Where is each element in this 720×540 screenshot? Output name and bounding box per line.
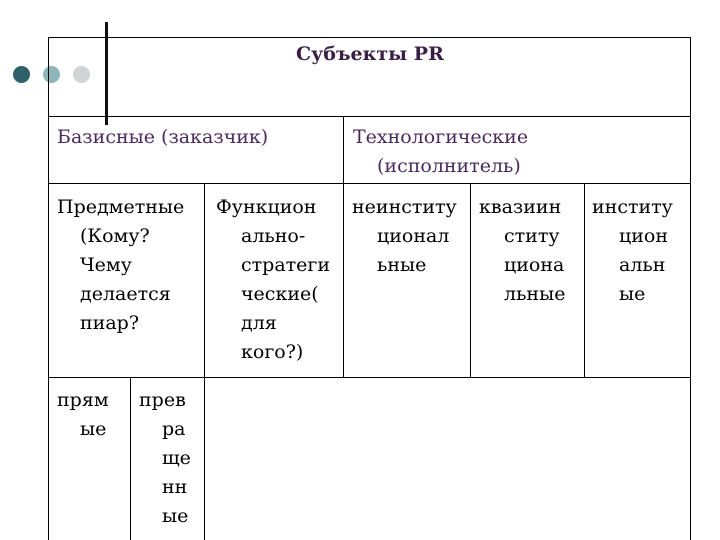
cell-subject-line1: Предметные bbox=[57, 196, 185, 218]
cell-subject-line2: (Кому? bbox=[80, 225, 150, 247]
table-rule-2 bbox=[48, 183, 691, 184]
cell-institutional-line4: ые bbox=[619, 283, 646, 305]
cell-transformed-line4: нн bbox=[162, 476, 188, 498]
table-divider-main bbox=[343, 116, 344, 378]
cell-subject-line4: делается bbox=[80, 283, 171, 305]
table-rule-1 bbox=[48, 116, 691, 117]
cell-quasi-line2: ститу bbox=[504, 225, 560, 247]
cell-subject-line3: Чему bbox=[80, 254, 132, 276]
cell-transformed-line2: ра bbox=[162, 418, 186, 440]
cell-functional-line4: ческие( bbox=[241, 283, 319, 305]
slide-title: Субъекты PR bbox=[296, 43, 444, 65]
decor-dot-light bbox=[73, 66, 90, 83]
cell-functional-line5: для bbox=[241, 312, 277, 334]
table-divider-col5 bbox=[584, 183, 585, 378]
cell-technological-line2: (исполнитель) bbox=[377, 155, 521, 177]
cell-functional-line1: Функцион bbox=[216, 196, 317, 218]
table-divider-col4 bbox=[470, 183, 471, 378]
cell-functional-line3: стратеги bbox=[241, 254, 331, 276]
cell-transformed-line1: прев bbox=[139, 389, 186, 411]
table-divider-row3-b bbox=[204, 377, 205, 540]
table-border-top bbox=[48, 37, 691, 38]
cell-subject-line5: пиар? bbox=[80, 312, 140, 334]
cell-transformed-line3: ще bbox=[162, 447, 191, 469]
cell-technological-line1: Технологические bbox=[353, 126, 529, 148]
cell-noninstitutional-line3: ьные bbox=[377, 254, 427, 276]
cell-transformed-line5: ые bbox=[162, 505, 189, 527]
table-border-right bbox=[690, 37, 691, 540]
cell-institutional-line1: институ bbox=[592, 196, 673, 218]
cell-quasi-line3: циона bbox=[504, 254, 565, 276]
cell-noninstitutional-line2: ционал bbox=[377, 225, 450, 247]
table-rule-3 bbox=[48, 377, 691, 378]
cell-direct-line2: ые bbox=[80, 418, 107, 440]
table-divider-row3 bbox=[130, 377, 131, 540]
table-divider-col2 bbox=[204, 183, 205, 378]
cell-noninstitutional-line1: неинститу bbox=[352, 196, 457, 218]
decor-dot-medium bbox=[43, 66, 60, 83]
cell-functional-line2: ально- bbox=[241, 225, 306, 247]
table-border-left bbox=[48, 37, 49, 540]
cell-quasi-line4: льные bbox=[504, 283, 566, 305]
cell-quasi-line1: квазиин bbox=[479, 196, 562, 218]
decor-dot-dark bbox=[13, 66, 30, 83]
cell-basic-customer: Базисные (заказчик) bbox=[57, 126, 269, 148]
cell-functional-line6: кого?) bbox=[241, 341, 304, 363]
cell-direct-line1: прям bbox=[57, 389, 109, 411]
cell-institutional-line2: цион bbox=[619, 225, 668, 247]
cell-institutional-line3: альн bbox=[619, 254, 666, 276]
